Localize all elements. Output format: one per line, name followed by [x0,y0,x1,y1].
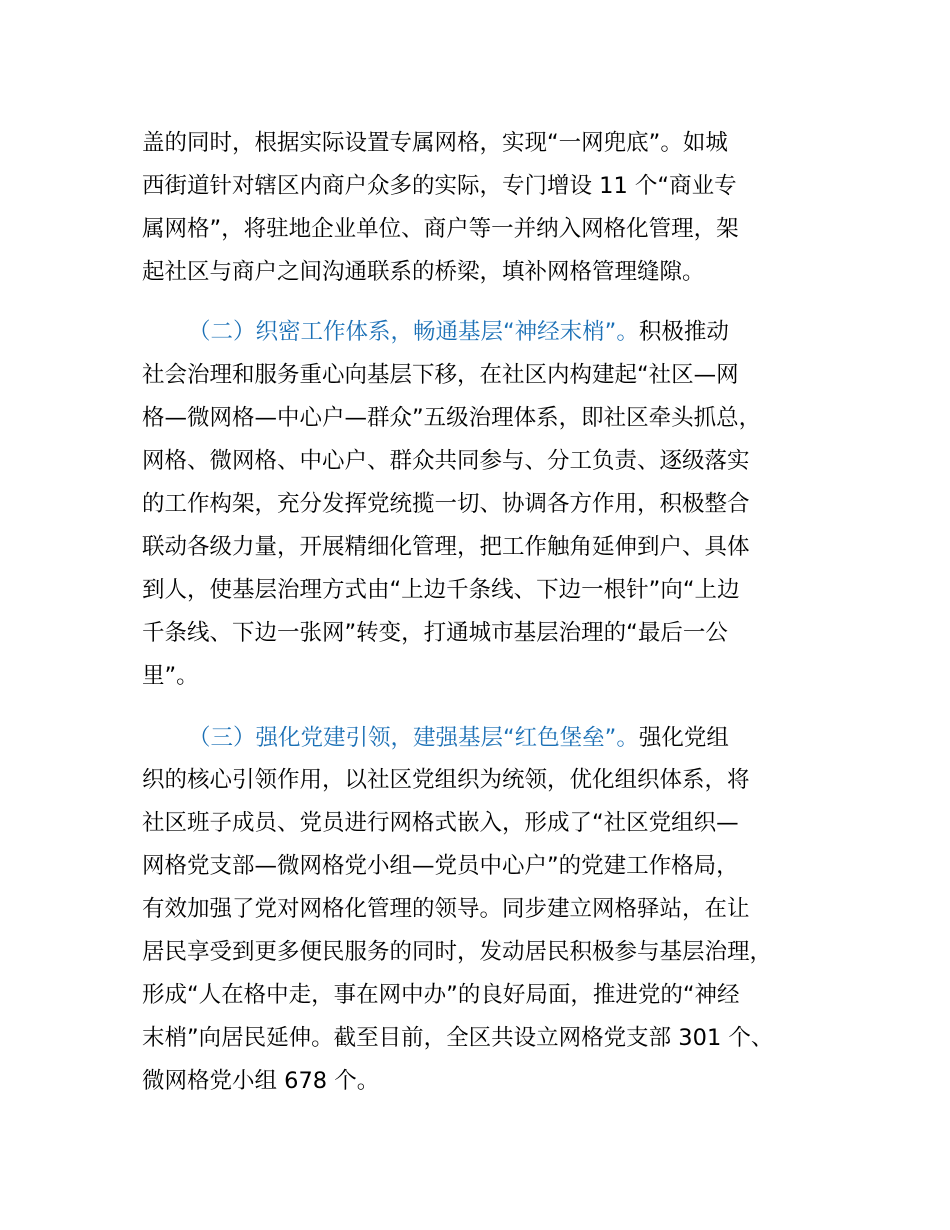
paragraph-line: 里”。 [142,663,199,689]
section-2-first-line [188,317,729,347]
paragraph-line: 社区班子成员、党员进行网格式嵌入，形成了“社区党组织— [142,810,739,836]
paragraph-line: 属网格”，将驻地企业单位、商户等一并纳入网格化管理，架 [142,216,739,242]
paragraph-line: 盖的同时，根据实际设置专属网格，实现“一网兜底”。如城 [142,130,728,156]
paragraph-line: 网格党支部—微网格党小组—党员中心户”的党建工作格局， [142,853,739,879]
paragraph-line: 千条线、下边一张网”转变，打通城市基层治理的“最后一公 [142,620,728,646]
paragraph-line: 到人，使基层治理方式由“上边千条线、下边一根针”向“上边 [142,577,740,603]
section-3-heading: （三）强化党建引领，建强基层“红色堡垒”。 [188,725,639,751]
paragraph-line: 织的核心引领作用，以社区党组织为统领，优化组织体系，将 [142,767,750,793]
paragraph-line: 居民享受到更多便民服务的同时，发动居民积极参与基层治理， [142,939,773,965]
paragraph-line: 有效加强了党对网格化管理的领导。同步建立网格驿站，在让 [142,896,750,922]
section-2-lead-text: 积极推动 [638,319,729,345]
paragraph-line: 西街道针对辖区内商户众多的实际，专门增设 11 个“商业专 [142,173,737,199]
paragraph-line: 网格、微网格、中心户、群众共同参与、分工负责、逐级落实 [142,448,750,474]
paragraph-line: 末梢”向居民延伸。截至目前，全区共设立网格党支部 301 个、 [142,1025,774,1051]
paragraph-line: 微网格党小组 678 个。 [142,1068,380,1094]
section-3-lead-text: 强化党组 [638,725,729,751]
paragraph-line: 的工作构架，充分发挥党统揽一切、协调各方作用，积极整合 [142,491,750,517]
section-3-first-line [188,723,729,753]
paragraph-line: 格—微网格—中心户—群众”五级治理体系，即社区牵头抓总， [142,405,762,431]
paragraph-line: 形成“人在格中走，事在网中办”的良好局面，推进党的“神经 [142,982,740,1008]
paragraph-line: 社会治理和服务重心向基层下移，在社区内构建起“社区—网 [142,362,739,388]
paragraph-line: 起社区与商户之间沟通联系的桥梁，填补网格管理缝隙。 [142,259,705,285]
paragraph-line: 联动各级力量，开展精细化管理，把工作触角延伸到户、具体 [142,534,750,560]
section-2-heading: （二）织密工作体系，畅通基层“神经末梢”。 [188,319,639,345]
